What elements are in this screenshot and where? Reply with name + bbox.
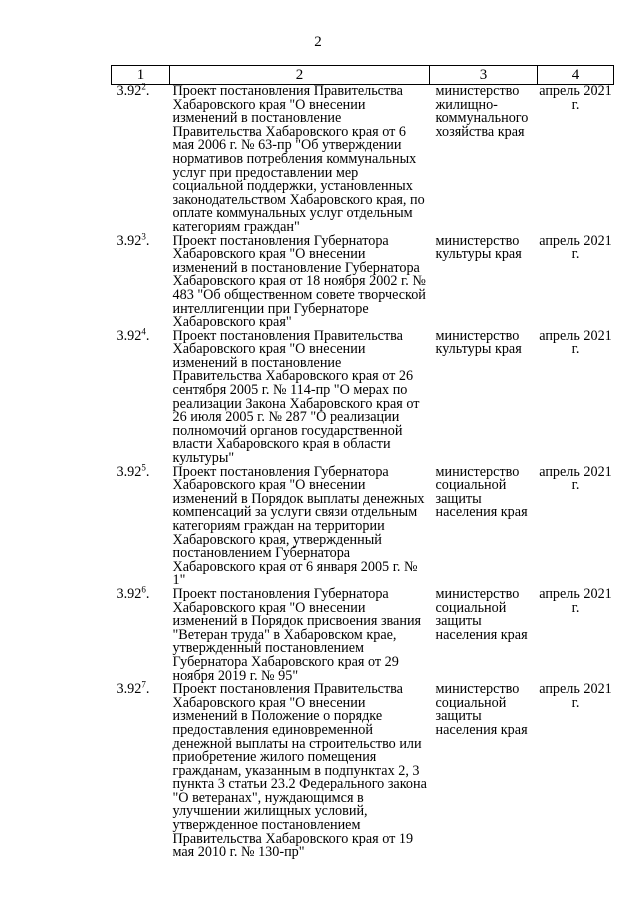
header-col-3: 3 [430,66,538,85]
item-number: 3.92$^5$. [116,461,150,480]
item-term: апрель 2021 г. [539,681,612,711]
plan-table [111,65,614,860]
item-term: апрель 2021 г. [539,83,612,113]
item-text: Проект постановления Правительства Хабаровского края "О внесении изменений в постановление Правительства Хабаровского края от 26 сентября 2005 г. № 114-пр "О мерах по реализации Закона Хабаровского края от 26 июля 2005 г. № 287 "О реализации полномочий органов государственной власти Хабаровского края в области культуры" [172,327,420,467]
table-row [112,466,614,588]
header-col-1: 1 [112,66,170,85]
item-number: 3.92$^6$. [116,584,150,602]
item-text: Проект постановления Правительства Хабаровского края "О внесении изменений в Положение о порядке предоставления единовременной денежной выплаты на строительство или приобретение жилого помещения гражданам, указанным в подпунктах 2, 3 пункта 3 статьи 23.2 Федерального закона "О ветеранах", нуждающимся в улучшении жилищных условий, утвержденное постановлением Правительства Хабаровского края от 19 мая 2010 г. № 130-пр" [172,681,427,861]
item-text: Проект постановления Правительства Хабаровского края "О внесении изменений в постановление Правительства Хабаровского края от 6 мая 2006 г. № 63-пр "Об утверждении нормативов потребления коммунальных услуг при предоставлении мер социальной поддержки, установленных законодательством Хабаровского края, по оплате коммунальных услуг отдельным категориям граждан" [172,83,425,235]
table-row [112,683,614,860]
item-text: Проект постановления Губернатора Хабаровского края "О внесении изменений в Порядок выплаты денежных компенсаций за услуги связи отдельным категориям граждан на территории Хабаровского края, утвержденный постановлением Губернатора Хабаровского края от 6 января 2005 г. № 1" [172,463,425,589]
page-number: 2 [314,34,322,50]
item-text: Проект постановления Губернатора Хабаровского края "О внесении изменений в Порядок присвоения звания "Ветеран труда" в Хабаровском крае, утвержденный постановлением Губернатора Хабаровского края от 29 ноября 2019 г. № 95" [172,585,422,684]
header-col-2: 2 [170,66,430,85]
table-row [112,85,614,235]
item-executor: министерство социальной защиты населения края [435,585,528,643]
item-term: апрель 2021 г. [539,327,612,358]
table-header-row [112,66,614,85]
item-term: апрель 2021 г. [539,585,612,616]
item-term: апрель 2021 г. [539,463,612,494]
item-executor: министерство социальной защиты населения края [435,463,528,521]
table-row [112,235,614,330]
item-executor: министерство культуры края [435,327,522,358]
item-executor: министерство социальной защиты населения края [435,681,528,738]
table-row [112,588,614,683]
table-row [112,330,614,466]
item-number: 3.92$^4$. [116,325,150,344]
item-term: апрель 2021 г. [539,232,612,263]
item-number: 3.92$^3$. [116,230,150,249]
header-col-4: 4 [538,66,614,85]
item-text: Проект постановления Губернатора Хабаровского края "О внесении изменений в постановление Губернатора Хабаровского края от 18 ноября 2002 г. № 483 "Об общественном совете творческой интеллигенции при Губернаторе Хабаровского края" [172,232,426,331]
item-executor: министерство культуры края [435,232,522,263]
item-executor: министерство жилищно-коммунального хозяйства края [435,83,529,140]
item-number: 3.92$^7$. [116,679,150,698]
item-number: 3.92$^2$. [116,81,150,99]
